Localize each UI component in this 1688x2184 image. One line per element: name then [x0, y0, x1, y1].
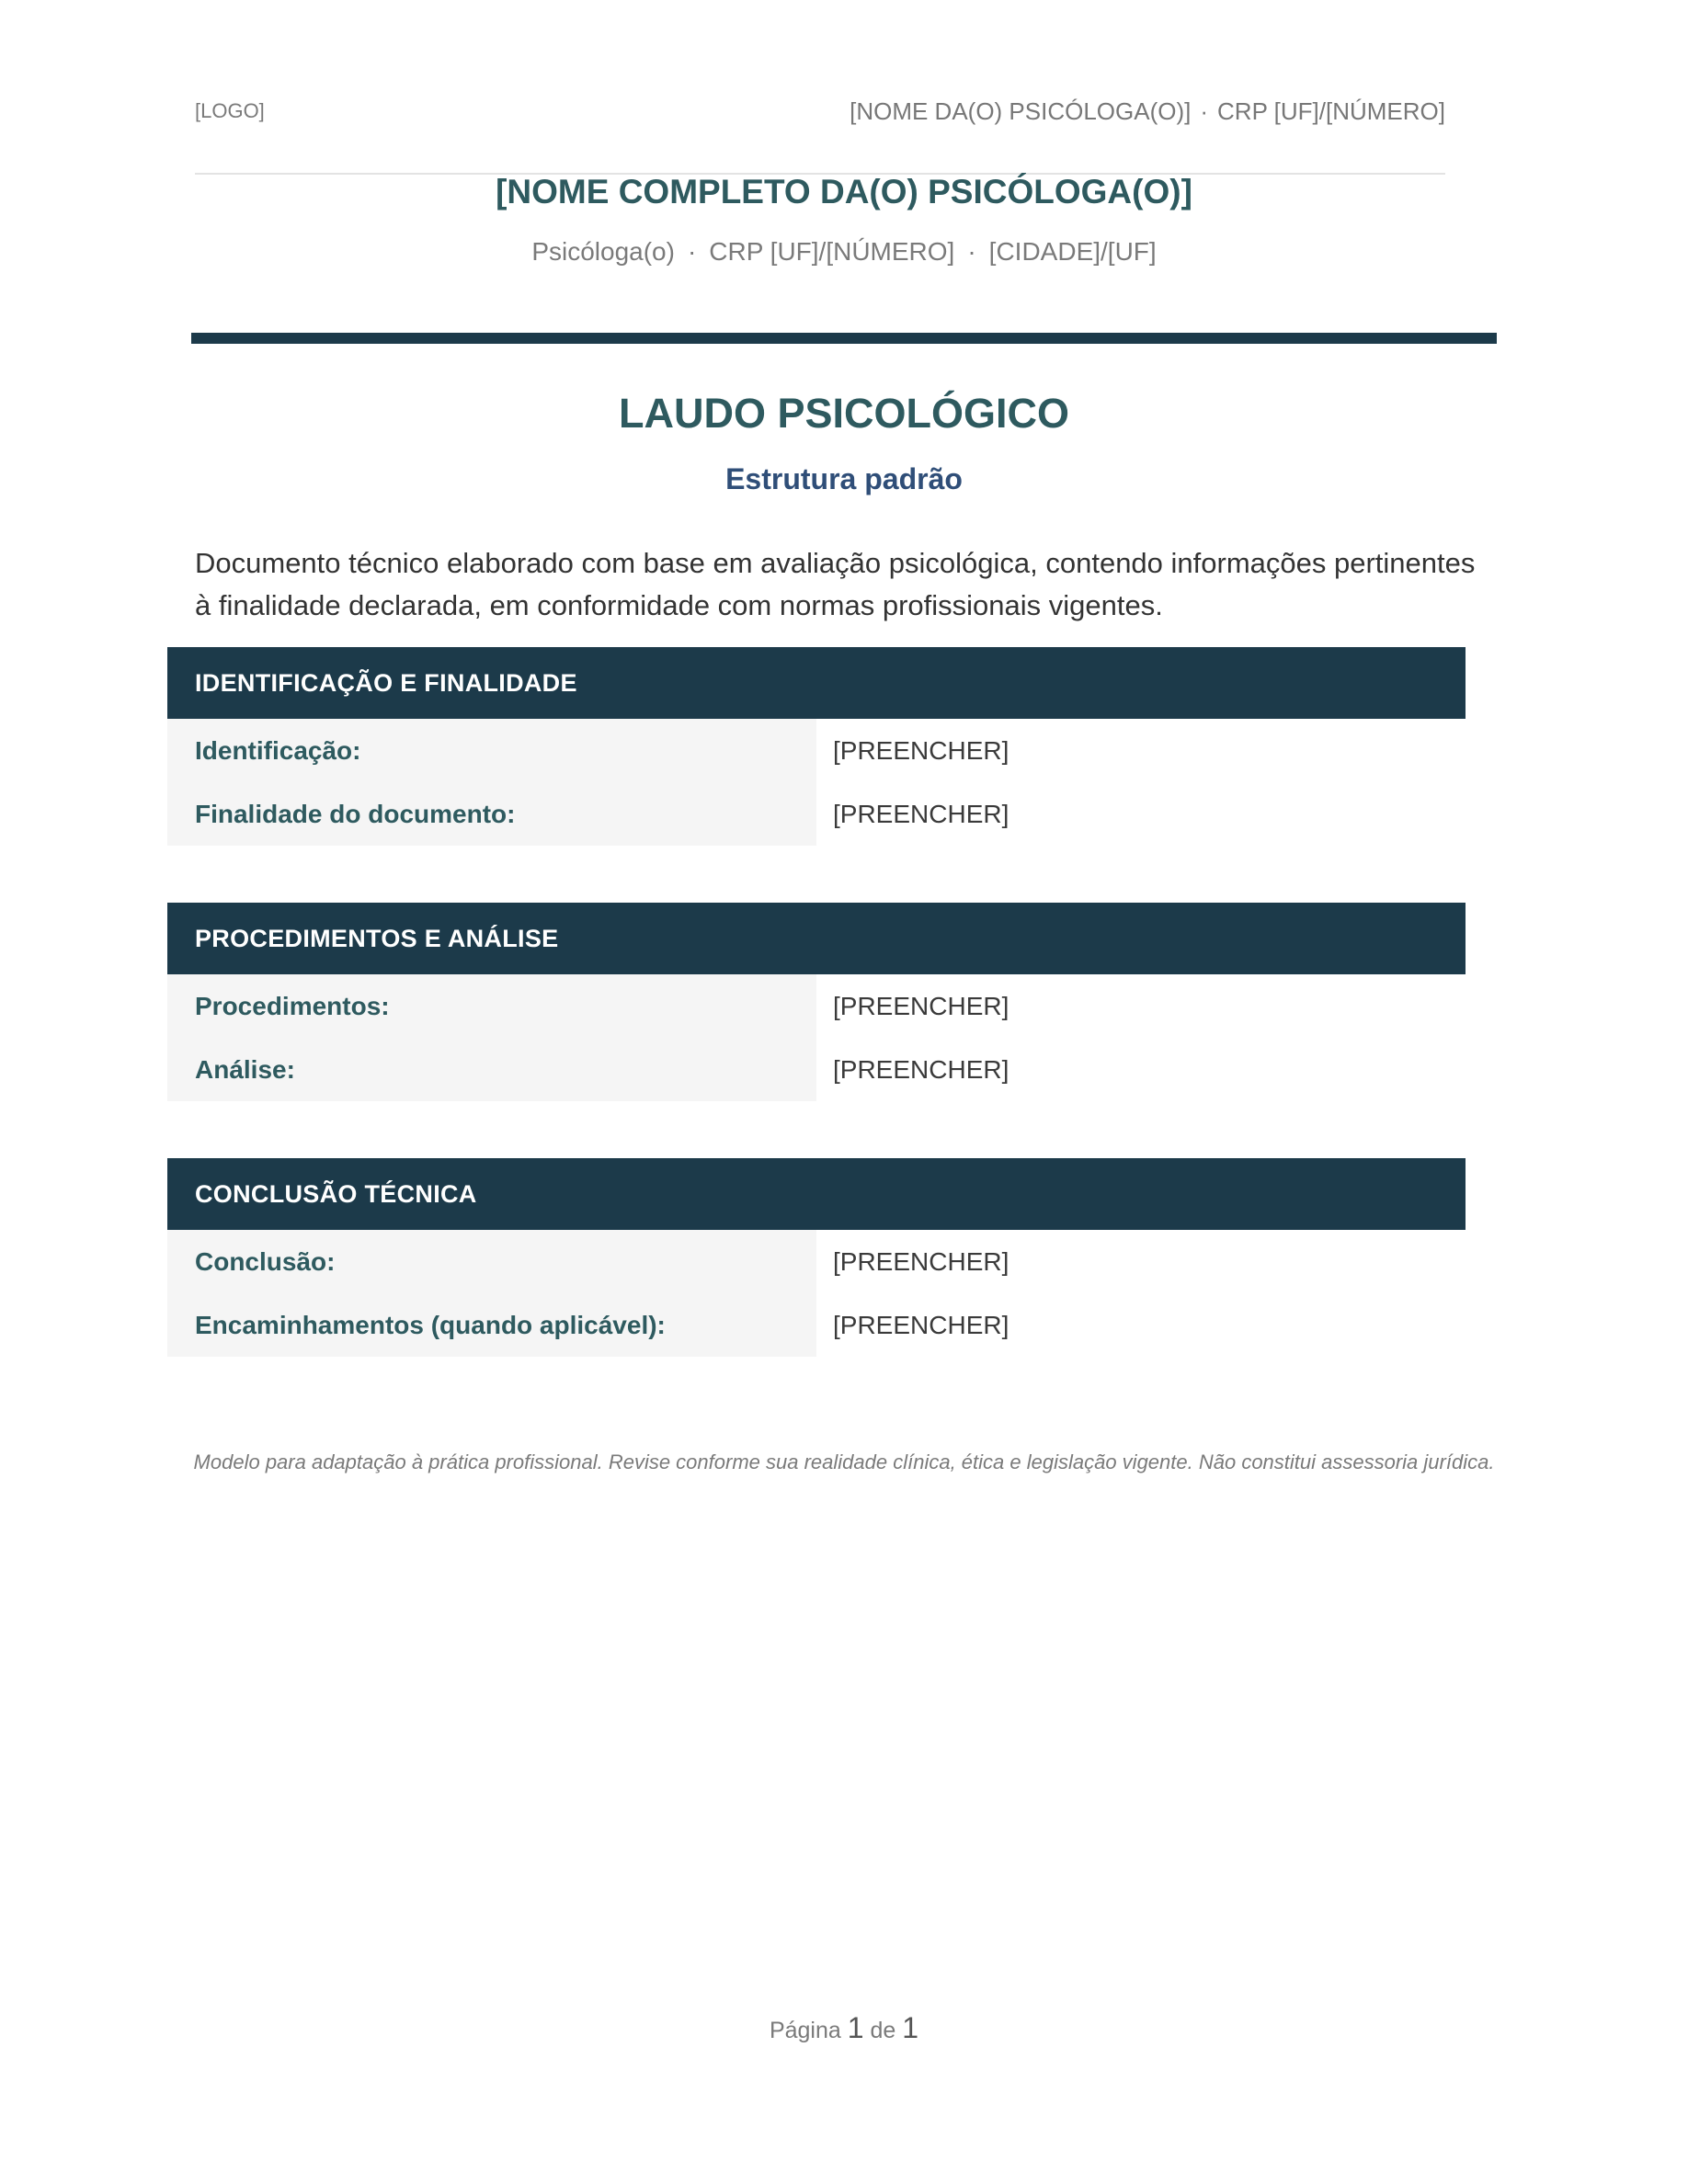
section-header: IDENTIFICAÇÃO E FINALIDADE: [167, 647, 1466, 719]
section-identificacao-finalidade: [167, 647, 1466, 846]
field-label: Encaminhamentos (quando aplicável):: [167, 1293, 816, 1357]
field-value: [PREENCHER]: [833, 992, 1009, 1020]
document-intro: Documento técnico elaborado com base em avaliação psicológica, contendo informações pertinentes à finalidade declarada, em conformidade com normas profissionais vigentes.: [195, 547, 1476, 621]
logo-placeholder: [LOGO]: [195, 99, 265, 122]
section-procedimentos-analise: [167, 903, 1466, 1101]
field-label: Procedimentos:: [167, 974, 816, 1038]
document-title: LAUDO PSICOLÓGICO: [618, 390, 1069, 437]
total-pages-number: 1: [902, 2011, 919, 2044]
field-label: Análise:: [167, 1038, 816, 1101]
identity-crp: CRP [UF]/[NÚMERO]: [709, 237, 955, 266]
section-rows: [167, 1230, 1466, 1357]
section-conclusao-tecnica: [167, 1158, 1466, 1357]
disclaimer: Modelo para adaptação à prática profissional. Revise conforme sua realidade clínica, ética e legislação vigente. Não constitui assessoria jurídica.: [193, 1450, 1495, 1473]
field-label: Conclusão:: [167, 1230, 816, 1293]
subline-separator: ·: [687, 237, 697, 266]
field-row: [167, 1293, 1466, 1357]
field-label: Identificação:: [167, 719, 816, 782]
location: [CIDADE]/[UF]: [988, 237, 1157, 266]
header-crp: CRP [UF]/[NÚMERO]: [1217, 97, 1445, 125]
identity-subline: [0, 237, 1688, 267]
field-row: [167, 782, 1466, 846]
title-divider: [191, 333, 1497, 344]
field-value: [PREENCHER]: [833, 800, 1009, 828]
section-header: PROCEDIMENTOS E ANÁLISE: [167, 903, 1466, 974]
field-value: [PREENCHER]: [833, 1311, 1009, 1339]
of-word: de: [870, 2018, 896, 2043]
page-word: Página: [769, 2018, 841, 2043]
psychologist-full-name: [NOME COMPLETO DA(O) PSICÓLOGA(O)]: [496, 173, 1192, 210]
field-row: [167, 1038, 1466, 1101]
profession: Psicóloga(o): [531, 237, 675, 266]
field-label: Finalidade do documento:: [167, 782, 816, 846]
section-header: CONCLUSÃO TÉCNICA: [167, 1158, 1466, 1230]
header-psychologist-info: [850, 97, 1445, 126]
field-row: [167, 719, 1466, 782]
current-page-number: 1: [847, 2011, 864, 2044]
field-row: [167, 974, 1466, 1038]
header-name: [NOME DA(O) PSICÓLOGA(O)]: [850, 97, 1192, 125]
field-value: [PREENCHER]: [833, 1247, 1009, 1276]
section-rows: [167, 719, 1466, 846]
field-row: [167, 1230, 1466, 1293]
document-subtitle: Estrutura padrão: [725, 462, 963, 495]
field-value: [PREENCHER]: [833, 736, 1009, 765]
header-separator: ·: [1200, 97, 1209, 125]
subline-separator: ·: [967, 237, 976, 266]
section-rows: [167, 974, 1466, 1101]
field-value: [PREENCHER]: [833, 1055, 1009, 1084]
page-footer: [0, 2011, 1688, 2045]
